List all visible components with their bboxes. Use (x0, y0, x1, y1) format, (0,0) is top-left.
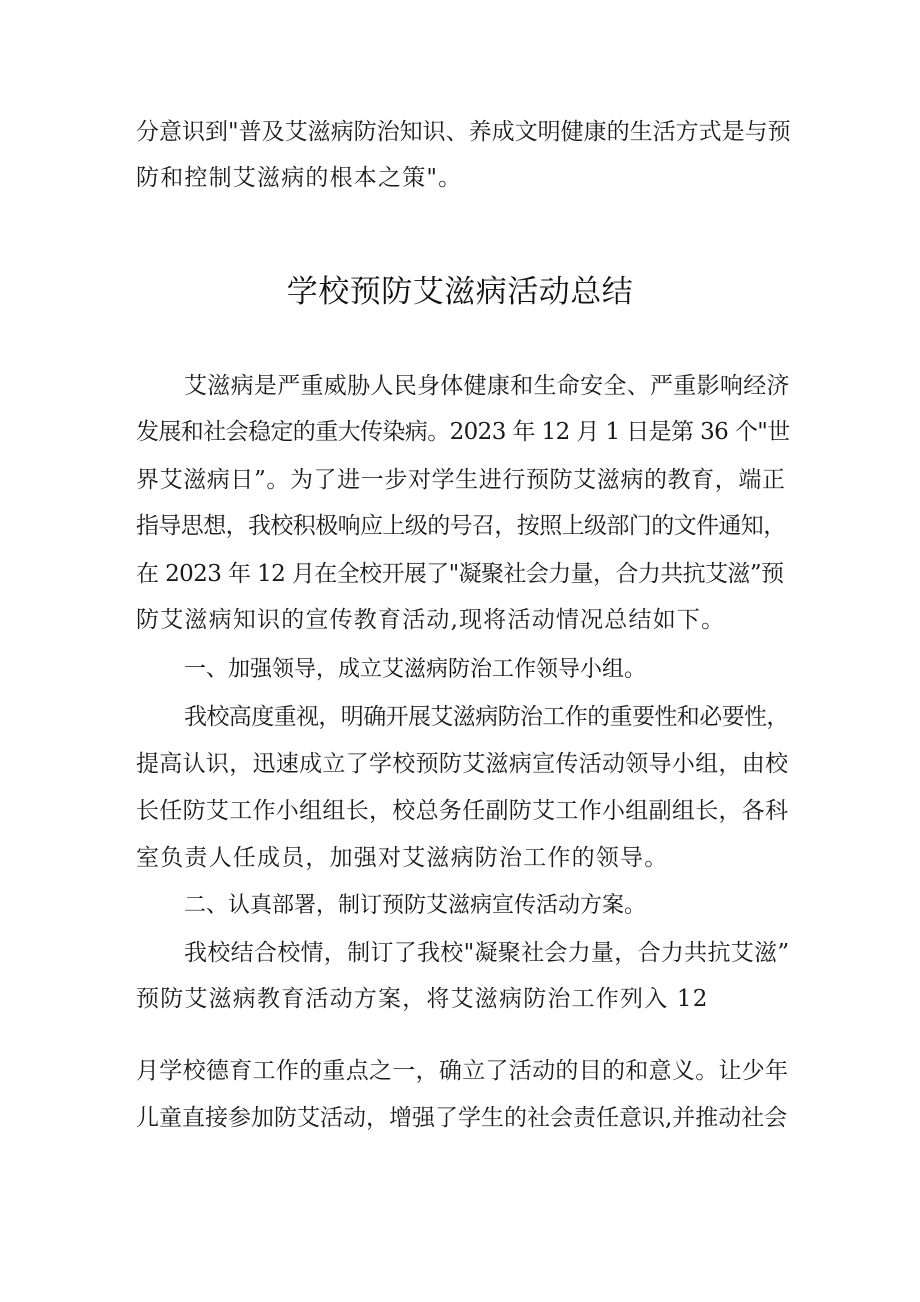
paragraph-line: 发展和社会稳定的重大传染病。2023 年 12 月 1 日是第 36 个"世 (136, 419, 790, 445)
paragraph-line: 指导思想，我校积极响应上级的号召，按照上级部门的文件通知， (136, 513, 786, 539)
paragraph-line: 预防艾滋病教育活动方案，将艾滋病防治工作列入 12 (136, 986, 709, 1012)
paragraph-line: 在 2023 年 12 月在全校开展了"凝聚社会力量，合力共抗艾滋”预 (136, 561, 784, 587)
paragraph-line: 我校结合校情，制订了我校"凝聚社会力量，合力共抗艾滋” (184, 940, 790, 966)
document-title: 学校预防艾滋病活动总结 (286, 274, 634, 310)
intro-line: 防和控制艾滋病的根本之策"。 (136, 165, 463, 191)
paragraph-line: 室负责人任成员，加强对艾滋病防治工作的领导。 (136, 845, 669, 871)
paragraph-line: 儿童直接参加防艾活动，增强了学生的社会责任意识,并推动社会 (136, 1105, 788, 1131)
paragraph-line: 界艾滋病日”。为了进一步对学生进行预防艾滋病的教育，端正 (136, 467, 786, 493)
paragraph-line: 防艾滋病知识的宣传教育活动,现将活动情况总结如下。 (136, 607, 726, 633)
paragraph-line: 长任防艾工作小组组长，校总务任副防艾工作小组副组长，各科 (136, 798, 789, 824)
section-heading-2: 二、认真部署，制订预防艾滋病宣传活动方案。 (184, 893, 647, 918)
section-heading-1: 一、加强领导，成立艾滋病防治工作领导小组。 (184, 657, 647, 682)
paragraph-line: 月学校德育工作的重点之一，确立了活动的目的和意义。让少年 (136, 1058, 789, 1084)
paragraph-line: 艾滋病是严重威胁人民身体健康和生命安全、严重影响经济 (184, 373, 790, 399)
paragraph-line: 提高认识，迅速成立了学校预防艾滋病宣传活动领导小组，由校 (136, 751, 789, 777)
paragraph-line: 我校高度重视，明确开展艾滋病防治工作的重要性和必要性， (184, 704, 789, 730)
intro-line: 分意识到"普及艾滋病防治知识、养成文明健康的生活方式是与预 (136, 119, 791, 145)
